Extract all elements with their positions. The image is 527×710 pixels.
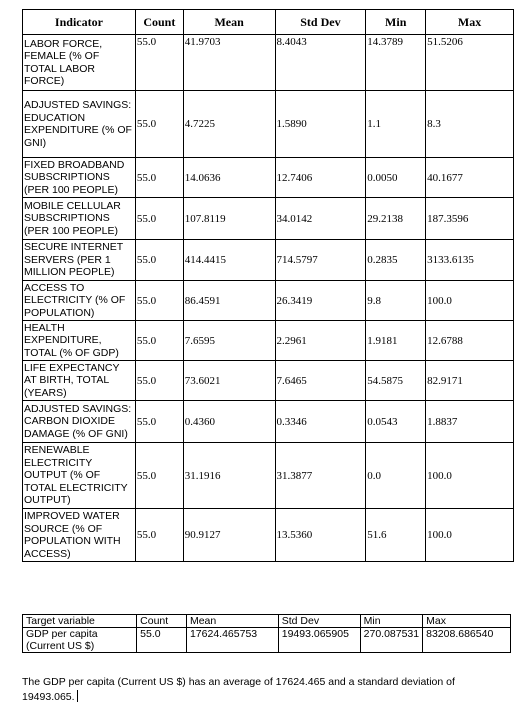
cell-std-dev: 2.2961: [275, 321, 366, 361]
cell-std-dev: 1.5890: [275, 91, 366, 158]
cell-max: 8.3: [426, 91, 514, 158]
indicator-name: FIXED BROADBAND SUBSCRIPTIONS (PER 100 PEOPLE): [23, 158, 136, 198]
cell-min: 0.2835: [366, 240, 426, 281]
target-header-max: Max: [423, 615, 511, 628]
cell-count: 55.0: [135, 361, 183, 401]
target-std-dev: 19493.065905: [278, 628, 360, 653]
indicator-name: SECURE INTERNET SERVERS (PER 1 MILLION PEOPLE): [23, 240, 136, 281]
target-max: 83208.686540: [423, 628, 511, 653]
cell-min: 14.3789: [366, 35, 426, 91]
cell-max: 82.9171: [426, 361, 514, 401]
cell-max: 100.0: [426, 281, 514, 321]
cell-count: 55.0: [135, 240, 183, 281]
summary-text: The GDP per capita (Current US $) has an average of 17624.465 and a standard deviation of 19493.065.: [22, 676, 455, 703]
cell-mean: 31.1916: [183, 443, 275, 509]
target-count: 55.0: [137, 628, 187, 653]
target-row: [23, 628, 511, 653]
indicator-name: IMPROVED WATER SOURCE (% OF POPULATION WITH ACCESS): [23, 509, 136, 562]
table-row: [23, 281, 514, 321]
cell-max: 100.0: [426, 443, 514, 509]
cell-min: 0.0050: [366, 158, 426, 198]
header-count: Count: [135, 10, 183, 35]
table-row: [23, 158, 514, 198]
table-row: [23, 443, 514, 509]
table-row: [23, 509, 514, 562]
cell-mean: 73.6021: [183, 361, 275, 401]
table-row: [23, 321, 514, 361]
table-row: [23, 361, 514, 401]
cell-mean: 414.4415: [183, 240, 275, 281]
cell-mean: 86.4591: [183, 281, 275, 321]
table-row: [23, 35, 514, 91]
header-mean: Mean: [183, 10, 275, 35]
cell-max: 3133.6135: [426, 240, 514, 281]
cell-max: 1.8837: [426, 401, 514, 443]
cell-mean: 107.8119: [183, 198, 275, 240]
cell-min: 1.9181: [366, 321, 426, 361]
cell-std-dev: 34.0142: [275, 198, 366, 240]
header-min: Min: [366, 10, 426, 35]
indicator-name: HEALTH EXPENDITURE, TOTAL (% OF GDP): [23, 321, 136, 361]
cell-std-dev: 31.3877: [275, 443, 366, 509]
header-indicator: Indicator: [23, 10, 136, 35]
cell-mean: 7.6595: [183, 321, 275, 361]
header-std-dev: Std Dev: [275, 10, 366, 35]
cell-mean: 41.9703: [183, 35, 275, 91]
target-header-mean: Mean: [186, 615, 278, 628]
indicator-name: ADJUSTED SAVINGS: CARBON DIOXIDE DAMAGE (% OF GNI): [23, 401, 136, 443]
target-min: 270.087531: [360, 628, 422, 653]
cell-std-dev: 714.5797: [275, 240, 366, 281]
cell-mean: 14.0636: [183, 158, 275, 198]
cell-count: 55.0: [135, 281, 183, 321]
indicator-name: RENEWABLE ELECTRICITY OUTPUT (% OF TOTAL ELECTRICITY OUTPUT): [23, 443, 136, 509]
indicator-name: LIFE EXPECTANCY AT BIRTH, TOTAL (YEARS): [23, 361, 136, 401]
cell-count: 55.0: [135, 158, 183, 198]
target-mean: 17624.465753: [186, 628, 278, 653]
indicator-name: LABOR FORCE, FEMALE (% OF TOTAL LABOR FORCE): [23, 35, 136, 91]
cell-min: 51.6: [366, 509, 426, 562]
cell-min: 0.0543: [366, 401, 426, 443]
table-header-row: [23, 10, 514, 35]
indicator-name: MOBILE CELLULAR SUBSCRIPTIONS (PER 100 PEOPLE): [23, 198, 136, 240]
cell-count: 55.0: [135, 91, 183, 158]
table-row: [23, 198, 514, 240]
cell-min: 54.5875: [366, 361, 426, 401]
target-header-std-dev: Std Dev: [278, 615, 360, 628]
cell-max: 100.0: [426, 509, 514, 562]
cell-count: 55.0: [135, 35, 183, 91]
cell-mean: 4.7225: [183, 91, 275, 158]
target-variable-name: GDP per capita (Current US $): [23, 628, 137, 653]
text-cursor: [77, 690, 78, 702]
cell-max: 40.1677: [426, 158, 514, 198]
cell-std-dev: 26.3419: [275, 281, 366, 321]
table-row: [23, 91, 514, 158]
cell-count: 55.0: [135, 443, 183, 509]
cell-mean: 90.9127: [183, 509, 275, 562]
target-header-row: [23, 615, 511, 628]
cell-std-dev: 0.3346: [275, 401, 366, 443]
indicator-name: ACCESS TO ELECTRICITY (% OF POPULATION): [23, 281, 136, 321]
cell-count: 55.0: [135, 198, 183, 240]
cell-std-dev: 13.5360: [275, 509, 366, 562]
cell-min: 1.1: [366, 91, 426, 158]
cell-std-dev: 7.6465: [275, 361, 366, 401]
target-header-variable: Target variable: [23, 615, 137, 628]
cell-max: 187.3596: [426, 198, 514, 240]
cell-std-dev: 8.4043: [275, 35, 366, 91]
target-variable-table: [22, 614, 511, 653]
table-row: [23, 240, 514, 281]
cell-count: 55.0: [135, 509, 183, 562]
target-header-count: Count: [137, 615, 187, 628]
cell-max: 51.5206: [426, 35, 514, 91]
indicator-name: ADJUSTED SAVINGS: EDUCATION EXPENDITURE (% OF GNI): [23, 91, 136, 158]
table-row: [23, 401, 514, 443]
cell-count: 55.0: [135, 401, 183, 443]
cell-std-dev: 12.7406: [275, 158, 366, 198]
target-header-min: Min: [360, 615, 422, 628]
cell-count: 55.0: [135, 321, 183, 361]
cell-min: 9.8: [366, 281, 426, 321]
cell-min: 0.0: [366, 443, 426, 509]
summary-paragraph[interactable]: [22, 675, 492, 705]
header-max: Max: [426, 10, 514, 35]
cell-min: 29.2138: [366, 198, 426, 240]
cell-mean: 0.4360: [183, 401, 275, 443]
indicator-stats-table: [22, 9, 514, 562]
cell-max: 12.6788: [426, 321, 514, 361]
